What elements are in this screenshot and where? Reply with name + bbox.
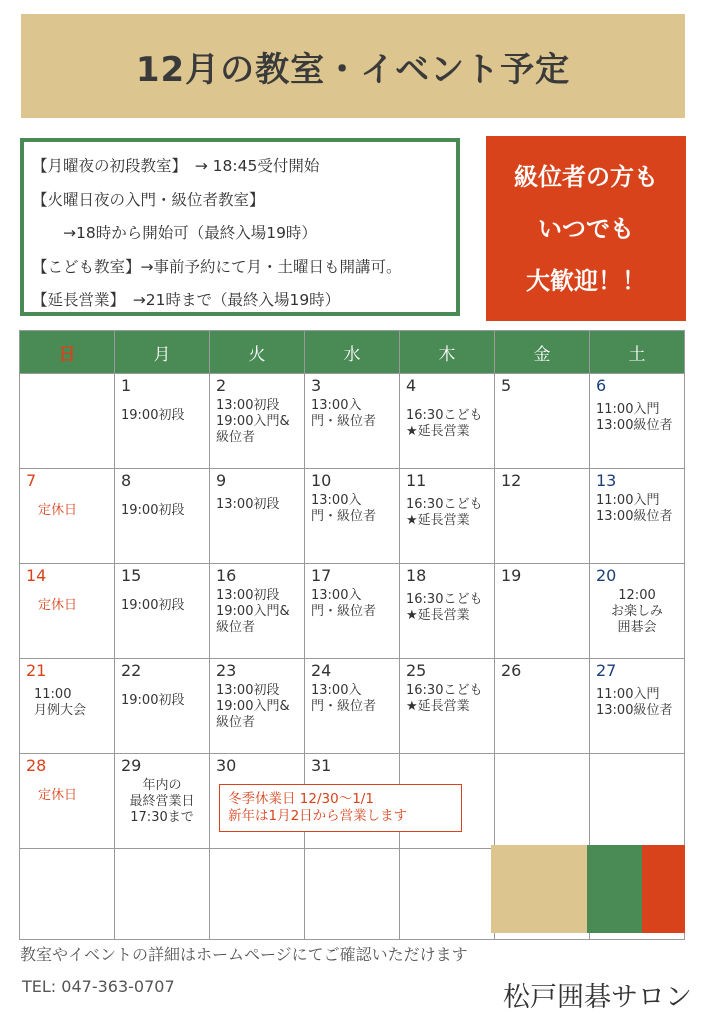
notice-line: 新年は1月2日から営業します: [228, 808, 408, 824]
event-text: ★延長営業: [406, 424, 470, 439]
event-text: 級位者: [216, 430, 256, 445]
day-number: 30: [216, 756, 237, 775]
closed-day-label: 定休日: [38, 503, 78, 518]
day-cell: [400, 849, 495, 940]
page-title: 12月の教室・イベント予定: [135, 49, 571, 90]
day-cell: [115, 754, 210, 849]
event-text: 19:00初段: [121, 598, 185, 613]
week-row: [20, 659, 685, 754]
event-text: 19:00入門&: [216, 604, 290, 619]
footer-note: 教室やイベントの詳細はホームページにてご確認いただけます: [20, 945, 468, 964]
day-cell: [400, 564, 495, 659]
day-number: 22: [121, 661, 142, 680]
day-cell: [20, 564, 115, 659]
weekday-mon: 月: [115, 331, 210, 374]
day-cell: [305, 849, 400, 940]
weekday-header-row: [20, 331, 685, 374]
event-text: 月例大会: [34, 703, 87, 718]
week-row: [20, 374, 685, 469]
info-line: 【こども教室】→事前予約にて月・土曜日も開講可。: [32, 257, 402, 276]
welcome-line: 級位者の方も: [514, 162, 658, 191]
event-text: ★延長営業: [406, 608, 470, 623]
day-number: 26: [501, 661, 522, 680]
event-text: 13:00入: [311, 683, 362, 698]
day-number: 31: [311, 756, 332, 775]
event-text: 13:00級位者: [596, 509, 673, 524]
day-cell: [400, 374, 495, 469]
day-cell: [20, 469, 115, 564]
event-text: 12:00: [618, 588, 656, 603]
event-text: 19:00初段: [121, 693, 185, 708]
day-cell: [20, 374, 115, 469]
event-text: ★延長営業: [406, 513, 470, 528]
event-text: 16:30こども: [406, 592, 483, 607]
notice-line: 冬季休業日 12/30～1/1: [228, 791, 374, 807]
day-cell: [115, 374, 210, 469]
day-cell: [400, 659, 495, 754]
day-number: 27: [596, 661, 617, 680]
holiday-notice: [219, 784, 462, 832]
day-number: 13: [596, 471, 617, 490]
day-cell: [590, 374, 685, 469]
day-cell: [20, 659, 115, 754]
day-number: 17: [311, 566, 332, 585]
title-banner: [21, 14, 685, 118]
day-number: 23: [216, 661, 237, 680]
event-text: 13:00初段: [216, 683, 280, 698]
day-number: 7: [26, 471, 37, 490]
event-text: 19:00入門&: [216, 699, 290, 714]
green-color-block: [587, 845, 642, 933]
day-number: 8: [121, 471, 132, 490]
event-text: 門・級位者: [311, 699, 377, 714]
day-cell: [495, 659, 590, 754]
day-cell: [590, 469, 685, 564]
day-number: 2: [216, 376, 227, 395]
day-cell: [210, 564, 305, 659]
event-text: 13:00初段: [216, 398, 280, 413]
event-text: 最終営業日: [129, 794, 195, 809]
day-cell: [305, 564, 400, 659]
info-line: →18時から開始可（最終入場19時）: [32, 224, 317, 242]
event-text: 11:00入門: [596, 493, 660, 508]
weekday-tue: 火: [210, 331, 305, 374]
day-number: 6: [596, 376, 607, 395]
day-number: 5: [501, 376, 512, 395]
event-text: 13:00級位者: [596, 703, 673, 718]
event-text: 11:00入門: [596, 687, 660, 702]
day-number: 25: [406, 661, 427, 680]
day-cell: [590, 659, 685, 754]
event-text: 門・級位者: [311, 604, 377, 619]
red-color-block: [642, 845, 685, 933]
day-cell: [115, 659, 210, 754]
event-text: 11:00入門: [596, 402, 660, 417]
event-text: 13:00初段: [216, 497, 280, 512]
day-number: 14: [26, 566, 47, 585]
day-cell: [400, 469, 495, 564]
day-cell: [495, 754, 590, 849]
day-number: 10: [311, 471, 332, 490]
event-text: 19:00入門&: [216, 414, 290, 429]
event-text: 13:00初段: [216, 588, 280, 603]
event-text: 13:00級位者: [596, 418, 673, 433]
phone-number: TEL: 047-363-0707: [22, 977, 175, 996]
day-cell: [590, 754, 685, 849]
weekday-sat: 土: [590, 331, 685, 374]
day-number: 1: [121, 376, 132, 395]
event-text: 17:30まで: [130, 810, 194, 825]
event-text: 級位者: [216, 620, 256, 635]
brand-name: 松戸囲碁サロン: [503, 982, 692, 1013]
day-number: 4: [406, 376, 417, 395]
welcome-line: 大歓迎！！: [526, 266, 646, 295]
day-number: 24: [311, 661, 332, 680]
day-cell: [210, 849, 305, 940]
event-text: 13:00入: [311, 493, 362, 508]
day-cell: [495, 374, 590, 469]
day-number: 9: [216, 471, 227, 490]
info-line: 【火曜日夜の入門・級位者教室】: [32, 190, 265, 209]
welcome-banner: [486, 136, 686, 321]
event-text: 19:00初段: [121, 408, 185, 423]
class-info-box: [20, 138, 460, 316]
day-cell: [305, 659, 400, 754]
welcome-line: いつでも: [538, 214, 634, 243]
day-number: 16: [216, 566, 237, 585]
event-text: お楽しみ: [610, 604, 663, 619]
day-number: 19: [501, 566, 522, 585]
day-number: 3: [311, 376, 322, 395]
day-cell: [495, 564, 590, 659]
closed-day-label: 定休日: [38, 788, 78, 803]
day-number: 11: [406, 471, 427, 490]
day-number: 28: [26, 756, 47, 775]
event-text: 16:30こども: [406, 683, 483, 698]
day-cell: [115, 469, 210, 564]
event-text: 囲碁会: [617, 620, 657, 635]
event-text: 19:00初段: [121, 503, 185, 518]
event-text: 16:30こども: [406, 497, 483, 512]
day-cell: [115, 849, 210, 940]
event-text: 門・級位者: [311, 414, 377, 429]
tan-color-block: [491, 845, 587, 933]
week-row: [20, 564, 685, 659]
day-cell: [115, 564, 210, 659]
day-cell: [210, 659, 305, 754]
event-text: ★延長営業: [406, 699, 470, 714]
day-cell: [20, 849, 115, 940]
day-number: 29: [121, 756, 142, 775]
day-cell: [495, 469, 590, 564]
day-cell: [210, 469, 305, 564]
event-text: 16:30こども: [406, 408, 483, 423]
week-row: [20, 469, 685, 564]
day-number: 15: [121, 566, 142, 585]
day-number: 21: [26, 661, 47, 680]
day-cell: [590, 564, 685, 659]
info-line: 【月曜夜の初段教室】 → 18:45受付開始: [32, 157, 320, 175]
event-text: 級位者: [216, 715, 256, 730]
day-number: 12: [501, 471, 522, 490]
closed-day-label: 定休日: [38, 598, 78, 613]
weekday-wed: 水: [305, 331, 400, 374]
day-cell: [305, 469, 400, 564]
event-text: 13:00入: [311, 398, 362, 413]
info-line: 【延長営業】 →21時まで（最終入場19時）: [32, 291, 341, 309]
event-text: 11:00: [34, 687, 72, 702]
day-number: 18: [406, 566, 427, 585]
weekday-thu: 木: [400, 331, 495, 374]
day-cell: [20, 754, 115, 849]
day-number: 20: [596, 566, 617, 585]
day-cell: [305, 374, 400, 469]
weekday-sun: 日: [20, 331, 115, 374]
weekday-fri: 金: [495, 331, 590, 374]
event-text: 年内の: [142, 778, 182, 793]
event-text: 門・級位者: [311, 509, 377, 524]
event-text: 13:00入: [311, 588, 362, 603]
day-cell: [210, 374, 305, 469]
